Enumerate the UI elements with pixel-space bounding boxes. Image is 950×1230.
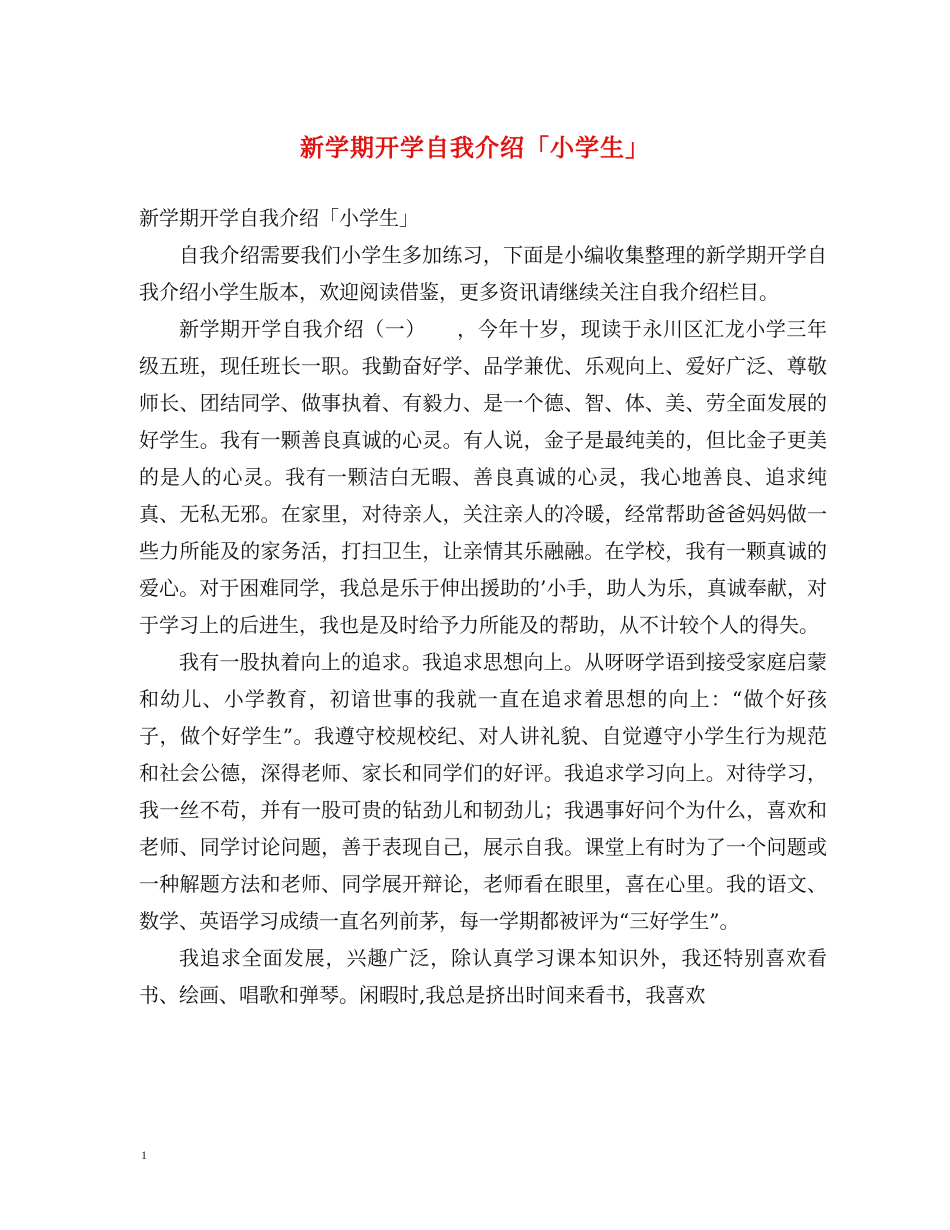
document-body — [139, 200, 827, 1014]
document-title: 新学期开学自我介绍「小学生」 — [300, 133, 650, 162]
paragraph-intro: 自我介绍需要我们小学生多加练习，下面是小编收集整理的新学期开学自我介绍小学生版本，欢迎阅读借鉴，更多资讯请继续关注自我介绍栏目。 — [139, 243, 827, 304]
paragraph-three: 我追求全面发展，兴趣广泛，除认真学习课本知识外，我还特别喜欢看书、绘画、唱歌和弹琴。闲暇时,我总是挤出时间来看书，我喜欢 — [139, 946, 827, 1007]
paragraph-one: 新学期开学自我介绍（一） ，今年十岁，现读于永川区汇龙小学三年级五班，现任班长一职。我勤奋好学、品学兼优、乐观向上、爱好广泛、尊敬师长、团结同学、做事执着、有毅力、是一个德、智、体、美、劳全面发展的好学生。我有一颗善良真诚的心灵。有人说，金子是最纯美的，但比金子更美的是人的心灵。我有一颗洁白无暇、善良真诚的心灵，我心地善良、追求纯真、无私无邪。在家里，对待亲人，关注亲人的冷暖，经常帮助爸爸妈妈做一些力所能及的家务活，打扫卫生，让亲情其乐融融。在学校，我有一颗真诚的爱心。对于困难同学，我总是乐于伸出援助的’小手，助人为乐，真诚奉献，对于学习上的后进生，我也是及时给予力所能及的帮助，从不计较个人的得失。 — [139, 317, 827, 637]
body-heading: 新学期开学自我介绍「小学生」 — [139, 206, 419, 230]
page-number: 1 — [141, 1148, 147, 1162]
paragraph-two: 我有一股执着向上的追求。我追求思想向上。从呀呀学语到接受家庭启蒙和幼儿、小学教育，初谙世事的我就一直在追求着思想的向上：“做个好孩子，做个好学生”。我遵守校规校纪、对人讲礼貌、自觉遵守小学生行为规范和社会公德，深得老师、家长和同学们的好评。我追求学习向上。对待学习，我一丝不苟，并有一股可贵的钻劲儿和韧劲儿；我遇事好问个为什么，喜欢和老师、同学讨论问题，善于表现自己，展示自我。课堂上有时为了一个问题或一种解题方法和老师、同学展开辩论，老师看在眼里，喜在心里。我的语文、数学、英语学习成绩一直名列前茅，每一学期都被评为“三好学生”。 — [139, 650, 827, 933]
